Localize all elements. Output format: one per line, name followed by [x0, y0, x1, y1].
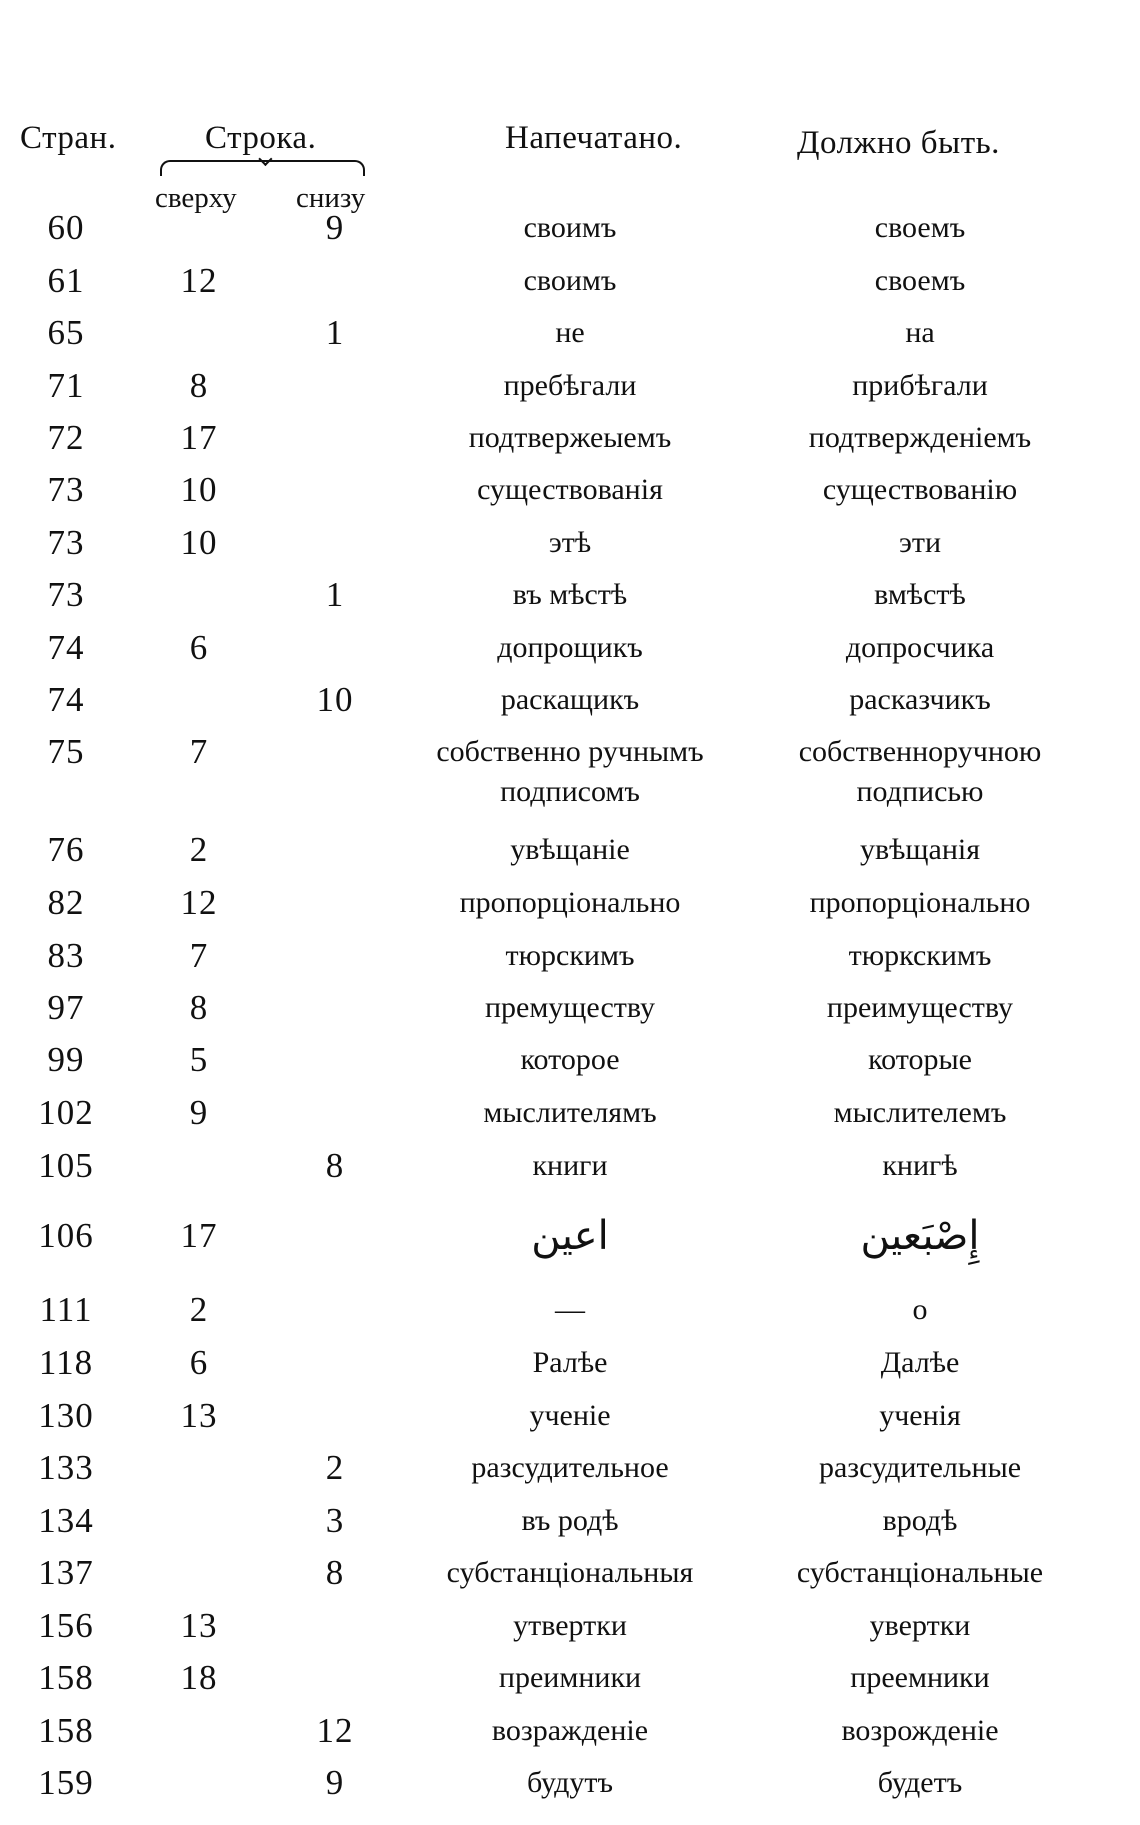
page-number: 133 [38, 1448, 94, 1487]
printed-text [370, 1396, 770, 1436]
printed-text [370, 936, 770, 976]
page-number: 159 [38, 1763, 94, 1802]
line-from-bottom: 1 [325, 575, 345, 614]
correct-text-line: вродѣ [882, 1504, 958, 1537]
correct-text-line: вмѣстѣ [874, 578, 966, 611]
line-from-bottom: 8 [325, 1553, 345, 1592]
printed-text-line: тюрскимъ [505, 939, 635, 972]
header-page: Стран. [20, 120, 117, 156]
correct-text-line: увертки [869, 1609, 971, 1642]
table-row [0, 313, 1140, 365]
line-from-top: 13 [180, 1396, 218, 1435]
printed-text [370, 1658, 770, 1698]
table-row [0, 1343, 1140, 1395]
correct-text [760, 261, 1080, 301]
printed-text-line: разсудительное [471, 1451, 669, 1484]
correct-text [760, 1763, 1080, 1803]
page-number: 130 [38, 1396, 94, 1435]
line-from-top: 5 [189, 1040, 209, 1079]
line-from-top: 12 [180, 883, 218, 922]
correct-text [760, 1553, 1080, 1593]
correct-text-line: мыслителемъ [833, 1096, 1007, 1129]
printed-text [370, 470, 770, 510]
table-row [0, 1553, 1140, 1605]
correct-text [760, 470, 1080, 510]
table-row [0, 1093, 1140, 1145]
table-row [0, 1146, 1140, 1198]
correct-text-line: существованію [822, 473, 1018, 506]
printed-text-line: въ родѣ [521, 1504, 619, 1537]
line-from-top: 13 [180, 1606, 218, 1645]
line-from-top: 2 [189, 830, 209, 869]
printed-text [370, 261, 770, 301]
correct-text-line: книгѣ [882, 1149, 958, 1182]
table-row [0, 1396, 1140, 1448]
printed-text-line: своимъ [523, 211, 617, 244]
table-row [0, 523, 1140, 575]
correct-text-line: преимуществу [826, 991, 1014, 1024]
correct-text [760, 523, 1080, 563]
printed-text [370, 523, 770, 563]
printed-text-line: книги [532, 1149, 608, 1182]
correct-text [760, 628, 1080, 668]
correct-text [760, 1343, 1080, 1383]
correct-text [760, 575, 1080, 615]
page-number: 156 [38, 1606, 94, 1645]
printed-text [370, 680, 770, 720]
line-from-top: 8 [189, 366, 209, 405]
line-from-bottom: 2 [325, 1448, 345, 1487]
line-from-bottom: 3 [325, 1501, 345, 1540]
table-row [0, 988, 1140, 1040]
correct-text [760, 1396, 1080, 1436]
correct-text-line: своемъ [874, 211, 966, 244]
printed-text-line: — [555, 1293, 585, 1326]
printed-text-line: пропорціонально [459, 886, 681, 919]
line-from-top: 8 [189, 988, 209, 1027]
page-number: 61 [47, 261, 85, 300]
printed-text-line: не [555, 316, 585, 349]
printed-text [370, 628, 770, 668]
correct-text-line: ученія [879, 1399, 961, 1432]
line-from-bottom: 9 [325, 1763, 345, 1802]
correct-text [760, 883, 1080, 923]
table-row [0, 732, 1140, 828]
printed-text [370, 1711, 770, 1751]
correct-text-line: расказчикъ [849, 683, 991, 716]
correct-text [760, 313, 1080, 353]
printed-text-line: ученіе [529, 1399, 611, 1432]
correct-text [760, 830, 1080, 870]
page-number: 73 [47, 470, 85, 509]
correct-text [760, 1658, 1080, 1698]
correct-text [760, 936, 1080, 976]
table-row [0, 575, 1140, 627]
correct-text-line: эти [898, 526, 942, 559]
table-row [0, 1213, 1140, 1288]
printed-text-line: мыслителямъ [483, 1096, 657, 1129]
page-number: 137 [38, 1553, 94, 1592]
correct-text [760, 1711, 1080, 1751]
line-column-brace [160, 160, 365, 176]
printed-text-line: اعين [531, 1213, 609, 1259]
line-from-top: 12 [180, 261, 218, 300]
printed-text-line: преимники [498, 1661, 642, 1694]
line-from-top: 18 [180, 1658, 218, 1697]
header-line: Строка. [205, 120, 317, 156]
table-row [0, 830, 1140, 882]
header-from-top: сверху [155, 182, 237, 214]
page-number: 97 [47, 988, 85, 1027]
printed-text [370, 1146, 770, 1186]
printed-text-line: утвертки [513, 1609, 627, 1642]
line-from-top: 17 [180, 1216, 218, 1255]
correct-text-line: своемъ [874, 264, 966, 297]
printed-text-line: которое [520, 1043, 620, 1076]
correct-text [760, 208, 1080, 248]
header-from-bottom: снизу [296, 182, 366, 214]
line-from-top: 10 [180, 523, 218, 562]
page-number: 82 [47, 883, 85, 922]
printed-text-line: въ мѣстѣ [512, 578, 628, 611]
correct-text-line: которые [868, 1043, 972, 1076]
printed-text [370, 366, 770, 406]
line-from-bottom: 12 [316, 1711, 354, 1750]
printed-text [370, 1606, 770, 1646]
table-row [0, 366, 1140, 418]
correct-text [760, 1146, 1080, 1186]
correct-text-line: прибѣгали [852, 369, 988, 402]
correct-text [760, 988, 1080, 1028]
page-number: 65 [47, 313, 85, 352]
table-row [0, 883, 1140, 935]
page-number: 73 [47, 575, 85, 614]
table-row [0, 680, 1140, 732]
correct-text [760, 1213, 1080, 1259]
table-row [0, 1501, 1140, 1553]
line-from-bottom: 10 [316, 680, 354, 719]
table-row [0, 208, 1140, 260]
printed-text [370, 1093, 770, 1133]
correct-text-line: пропорціонально [809, 886, 1031, 919]
correct-text [760, 1606, 1080, 1646]
page-number: 99 [47, 1040, 85, 1079]
correct-text-line: Далѣе [880, 1346, 960, 1379]
printed-text-line: допрощикъ [497, 631, 643, 664]
page-number: 118 [38, 1343, 94, 1382]
correct-text-line: будетъ [877, 1766, 963, 1799]
printed-text-line: субстанціональныя [446, 1556, 694, 1589]
line-from-top: 9 [189, 1093, 209, 1132]
printed-text-line: премуществу [484, 991, 656, 1024]
page-number: 158 [38, 1711, 94, 1750]
line-from-top: 7 [189, 936, 209, 975]
printed-text-line: подтвержеыемъ [468, 421, 672, 454]
printed-text-line: подписомъ [500, 775, 640, 808]
correct-text [760, 418, 1080, 458]
correct-text-line: подтвержденіемъ [808, 421, 1032, 454]
printed-text [370, 1343, 770, 1383]
table-row [0, 628, 1140, 680]
printed-text [370, 1290, 770, 1330]
printed-text-line: существованія [477, 473, 663, 506]
page-number: 105 [38, 1146, 94, 1185]
header-should-be: Должно быть. [797, 125, 1000, 161]
printed-text-line: Ралѣе [532, 1346, 608, 1379]
line-from-bottom: 9 [325, 208, 345, 247]
table-row [0, 418, 1140, 470]
printed-text [370, 988, 770, 1028]
page-number: 73 [47, 523, 85, 562]
table-row [0, 1448, 1140, 1500]
page-number: 102 [38, 1093, 94, 1132]
page-number: 71 [47, 366, 85, 405]
printed-text-line: пребѣгали [503, 369, 637, 402]
printed-text-line: собственно ручнымъ [436, 735, 704, 768]
correct-text-line: преемники [850, 1661, 990, 1694]
printed-text [370, 732, 770, 812]
printed-text [370, 830, 770, 870]
printed-text [370, 1448, 770, 1488]
printed-text [370, 1040, 770, 1080]
correct-text-line: тюркскимъ [848, 939, 992, 972]
line-from-top: 2 [189, 1290, 209, 1329]
correct-text [760, 680, 1080, 720]
header-printed: Напечатано. [505, 120, 683, 156]
printed-text [370, 883, 770, 923]
correct-text-line: субстанціональные [796, 1556, 1044, 1589]
correct-text [760, 1448, 1080, 1488]
table-row [0, 1763, 1140, 1815]
table-row [0, 936, 1140, 988]
printed-text [370, 1501, 770, 1541]
line-from-top: 6 [189, 1343, 209, 1382]
correct-text [760, 1093, 1080, 1133]
correct-text [760, 1290, 1080, 1330]
page-number: 134 [38, 1501, 94, 1540]
printed-text-line: возражденіе [491, 1714, 649, 1747]
line-from-bottom: 1 [325, 313, 345, 352]
page-number: 74 [47, 680, 85, 719]
line-from-top: 7 [189, 732, 209, 771]
printed-text [370, 1553, 770, 1593]
table-row [0, 1290, 1140, 1342]
line-from-top: 17 [180, 418, 218, 457]
printed-text-line: увѣщаніе [510, 833, 630, 866]
correct-text-line: подписью [856, 775, 984, 808]
printed-text [370, 1213, 770, 1259]
correct-text-line: собственноручною [798, 735, 1042, 768]
printed-text-line: будутъ [526, 1766, 614, 1799]
printed-text [370, 208, 770, 248]
printed-text [370, 313, 770, 353]
table-row [0, 1606, 1140, 1658]
correct-text-line: о [912, 1293, 928, 1326]
printed-text [370, 575, 770, 615]
correct-text-line: на [905, 316, 935, 349]
correct-text-line: увѣщанія [859, 833, 981, 866]
correct-text [760, 732, 1080, 812]
page-number: 74 [47, 628, 85, 667]
line-from-top: 6 [189, 628, 209, 667]
page-number: 83 [47, 936, 85, 975]
table-row [0, 261, 1140, 313]
printed-text-line: раскащикъ [500, 683, 640, 716]
correct-text-line: возрожденіе [841, 1714, 999, 1747]
correct-text-line: إِصْبَعين [860, 1213, 980, 1259]
line-from-bottom: 8 [325, 1146, 345, 1185]
table-row [0, 470, 1140, 522]
printed-text-line: своимъ [523, 264, 617, 297]
correct-text [760, 366, 1080, 406]
line-from-top: 10 [180, 470, 218, 509]
page-number: 158 [38, 1658, 94, 1697]
page-number: 72 [47, 418, 85, 457]
printed-text [370, 418, 770, 458]
table-row [0, 1658, 1140, 1710]
page-number: 111 [39, 1290, 93, 1329]
printed-text [370, 1763, 770, 1803]
page-number: 60 [47, 208, 85, 247]
table-row [0, 1040, 1140, 1092]
correct-text-line: допросчика [845, 631, 995, 664]
page-number: 106 [38, 1216, 94, 1255]
correct-text-line: разсудительные [818, 1451, 1022, 1484]
page-number: 75 [47, 732, 85, 771]
correct-text [760, 1501, 1080, 1541]
table-row [0, 1711, 1140, 1763]
correct-text [760, 1040, 1080, 1080]
printed-text-line: этѣ [548, 526, 592, 559]
page-number: 76 [47, 830, 85, 869]
